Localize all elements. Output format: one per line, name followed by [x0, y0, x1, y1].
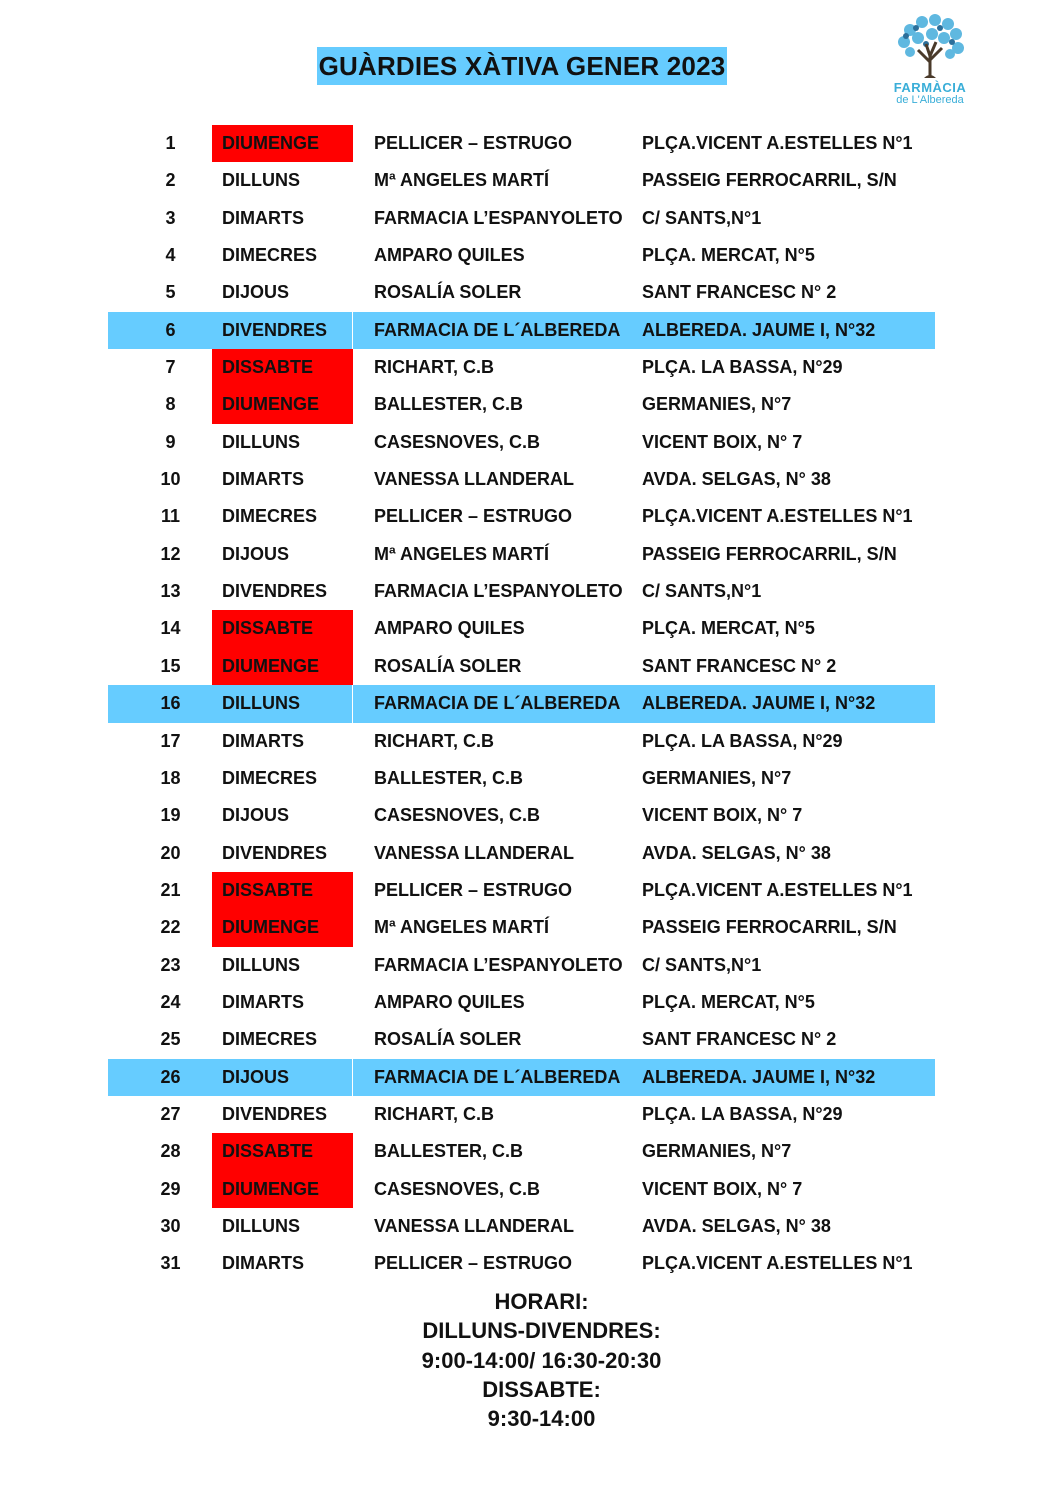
- pharmacy-address: VICENT BOIX, N° 7: [642, 1178, 803, 1199]
- weekday: DILLUNS: [222, 431, 300, 452]
- pharmacy-address: AVDA. SELGAS, N° 38: [642, 842, 831, 863]
- pharmacy-address: PLÇA.VICENT A.ESTELLES N°1: [642, 879, 913, 900]
- pharmacy-address: SANT FRANCESC N° 2: [642, 282, 837, 303]
- pharmacy-name: RICHART, C.B: [374, 1103, 494, 1124]
- day-number: 17: [160, 730, 181, 751]
- pharmacy-name: ROSALÍA SOLER: [374, 655, 522, 676]
- pharmacy-name: FARMACIA L’ESPANYOLETO: [374, 581, 623, 602]
- table-row: [108, 312, 935, 349]
- pharmacy-name: ROSALÍA SOLER: [374, 282, 522, 303]
- pharmacy-address: PLÇA. MERCAT, N°5: [642, 991, 815, 1012]
- weekday: DIUMENGE: [212, 125, 353, 162]
- table-row: [108, 200, 935, 237]
- table-row: [108, 1171, 935, 1208]
- pharmacy-address: VICENT BOIX, N° 7: [642, 805, 803, 826]
- day-number: 22: [160, 917, 181, 938]
- table-row: [108, 685, 935, 722]
- weekday: DIMECRES: [222, 1029, 318, 1050]
- weekday: DIMECRES: [222, 245, 318, 266]
- weekday: DIMARTS: [222, 991, 304, 1012]
- page-title: GUÀRDIES XÀTIVA GENER 2023: [317, 47, 727, 85]
- weekday: DIVENDRES: [222, 842, 328, 863]
- pharmacy-name: FARMACIA L’ESPANYOLETO: [374, 207, 623, 228]
- day-number: 4: [165, 245, 176, 266]
- day-number: 30: [160, 1215, 181, 1236]
- weekdays-label: DILLUNS-DIVENDRES:: [422, 1318, 661, 1344]
- table-row: [108, 573, 935, 610]
- day-number: 23: [160, 954, 181, 975]
- pharmacy-address: PASSEIG FERROCARRIL, S/N: [642, 170, 897, 191]
- pharmacy-name: BALLESTER, C.B: [374, 1141, 524, 1162]
- weekday: DIMARTS: [222, 207, 304, 228]
- day-number: 13: [160, 581, 181, 602]
- table-row: [108, 424, 935, 461]
- table-row: [108, 835, 935, 872]
- table-row: [108, 162, 935, 199]
- pharmacy-address: PLÇA. LA BASSA, N°29: [642, 730, 843, 751]
- hours-heading: HORARI:: [494, 1289, 589, 1314]
- pharmacy-name: PELLICER – ESTRUGO: [374, 133, 573, 153]
- pharmacy-name: FARMACIA DE L´ALBEREDA: [374, 1066, 621, 1087]
- pharmacy-address: PASSEIG FERROCARRIL, S/N: [642, 543, 897, 564]
- weekday: DIUMENGE: [212, 386, 353, 423]
- pharmacy-address: ALBEREDA. JAUME I, N°32: [642, 1066, 876, 1087]
- pharmacy-name: RICHART, C.B: [374, 730, 494, 751]
- weekday: DIMECRES: [222, 767, 318, 788]
- pharmacy-address: C/ SANTS,N°1: [642, 207, 762, 228]
- day-number: 7: [165, 357, 176, 378]
- saturday-hours: 9:30-14:00: [487, 1406, 596, 1432]
- day-number: 21: [160, 879, 181, 900]
- weekday: DISSABTE: [212, 1133, 353, 1170]
- day-number: 1: [165, 133, 176, 153]
- pharmacy-name: PELLICER – ESTRUGO: [374, 1253, 573, 1274]
- weekdays-hours: 9:00-14:00/ 16:30-20:30: [421, 1347, 662, 1373]
- table-row: [108, 648, 935, 685]
- day-number: 26: [160, 1066, 181, 1087]
- day-number: 19: [160, 805, 181, 826]
- pharmacy-address: PLÇA. MERCAT, N°5: [642, 245, 815, 266]
- day-number: 16: [160, 693, 181, 714]
- day-number: 6: [165, 319, 176, 340]
- day-number: 2: [165, 170, 176, 191]
- opening-hours: [0, 1287, 1060, 1433]
- pharmacy-address: SANT FRANCESC N° 2: [642, 1029, 837, 1050]
- weekday: DIUMENGE: [212, 909, 353, 946]
- weekday: DIJOUS: [222, 282, 290, 303]
- pharmacy-name: ROSALÍA SOLER: [374, 1029, 522, 1050]
- table-row: [108, 797, 935, 834]
- pharmacy-address: AVDA. SELGAS, N° 38: [642, 469, 831, 490]
- table-row: [108, 1021, 935, 1058]
- pharmacy-name: CASESNOVES, C.B: [374, 431, 541, 452]
- weekday: DIMARTS: [222, 730, 304, 751]
- day-number: 18: [160, 767, 181, 788]
- weekday: DIJOUS: [222, 805, 290, 826]
- saturday-label: DISSABTE:: [482, 1376, 601, 1402]
- day-number: 3: [165, 207, 176, 228]
- pharmacy-name: CASESNOVES, C.B: [374, 1178, 541, 1199]
- pharmacy-address: GERMANIES, N°7: [642, 767, 792, 788]
- pharmacy-address: C/ SANTS,N°1: [642, 954, 762, 975]
- table-row: [108, 872, 935, 909]
- day-number: 10: [160, 469, 181, 490]
- schedule-table: [108, 125, 935, 1283]
- weekday: DIUMENGE: [212, 1171, 353, 1208]
- weekday: DIJOUS: [212, 1059, 353, 1096]
- day-number: 29: [160, 1178, 181, 1199]
- weekday: DISSABTE: [212, 349, 353, 386]
- pharmacy-address: VICENT BOIX, N° 7: [642, 431, 803, 452]
- weekday: DIVENDRES: [222, 581, 328, 602]
- day-number: 14: [160, 618, 181, 639]
- table-row: [108, 386, 935, 423]
- table-row: [108, 723, 935, 760]
- day-number: 15: [160, 655, 181, 676]
- weekday: DIMARTS: [222, 469, 304, 490]
- weekday: DIUMENGE: [212, 648, 353, 685]
- weekday: DIMARTS: [222, 1253, 304, 1274]
- pharmacy-address: PLÇA.VICENT A.ESTELLES N°1: [642, 133, 913, 153]
- pharmacy-name: VANESSA LLANDERAL: [374, 1215, 575, 1236]
- day-number: 8: [165, 394, 176, 415]
- logo-subtitle: de L'Albereda: [896, 94, 964, 106]
- pharmacy-name: FARMACIA L’ESPANYOLETO: [374, 954, 623, 975]
- table-row: [108, 1096, 935, 1133]
- pharmacy-address: ALBEREDA. JAUME I, N°32: [642, 319, 876, 340]
- pharmacy-name: Mª ANGELES MARTÍ: [374, 170, 549, 191]
- table-row: [108, 1133, 935, 1170]
- table-row: [108, 909, 935, 946]
- weekday: DIVENDRES: [222, 1103, 328, 1124]
- pharmacy-address: PLÇA. MERCAT, N°5: [642, 618, 815, 639]
- table-row: [108, 125, 935, 162]
- table-row: [108, 610, 935, 647]
- pharmacy-name: AMPARO QUILES: [374, 618, 525, 639]
- pharmacy-address: AVDA. SELGAS, N° 38: [642, 1215, 831, 1236]
- table-row: [108, 1245, 935, 1282]
- day-number: 25: [160, 1029, 181, 1050]
- pharmacy-address: PLÇA. LA BASSA, N°29: [642, 1103, 843, 1124]
- pharmacy-name: AMPARO QUILES: [374, 245, 525, 266]
- day-number: 31: [160, 1253, 181, 1274]
- pharmacy-address: ALBEREDA. JAUME I, N°32: [642, 693, 876, 714]
- pharmacy-name: BALLESTER, C.B: [374, 394, 524, 415]
- weekday: DILLUNS: [222, 1215, 300, 1236]
- pharmacy-address: PLÇA. LA BASSA, N°29: [642, 357, 843, 378]
- pharmacy-name: VANESSA LLANDERAL: [374, 469, 575, 490]
- table-row: [108, 461, 935, 498]
- weekday: DIVENDRES: [212, 312, 353, 349]
- pharmacy-name: FARMACIA DE L´ALBEREDA: [374, 693, 621, 714]
- table-row: [108, 760, 935, 797]
- pharmacy-address: C/ SANTS,N°1: [642, 581, 762, 602]
- pharmacy-address: SANT FRANCESC N° 2: [642, 655, 837, 676]
- pharmacy-name: AMPARO QUILES: [374, 991, 525, 1012]
- day-number: 20: [160, 842, 181, 863]
- pharmacy-name: CASESNOVES, C.B: [374, 805, 541, 826]
- pharmacy-address: GERMANIES, N°7: [642, 394, 792, 415]
- day-number: 24: [160, 991, 181, 1012]
- pharmacy-address: PLÇA.VICENT A.ESTELLES N°1: [642, 1253, 913, 1274]
- table-row: [108, 536, 935, 573]
- pharmacy-name: Mª ANGELES MARTÍ: [374, 543, 549, 564]
- day-number: 11: [160, 506, 181, 527]
- table-row: [108, 947, 935, 984]
- weekday: DISSABTE: [212, 610, 353, 647]
- table-row: [108, 498, 935, 535]
- pharmacy-name: PELLICER – ESTRUGO: [374, 879, 573, 900]
- weekday: DILLUNS: [222, 170, 300, 191]
- table-row: [108, 274, 935, 311]
- pharmacy-name: VANESSA LLANDERAL: [374, 842, 575, 863]
- day-number: 5: [165, 282, 176, 303]
- pharmacy-name: RICHART, C.B: [374, 357, 494, 378]
- pharmacy-name: BALLESTER, C.B: [374, 767, 524, 788]
- table-row: [108, 349, 935, 386]
- table-row: [108, 984, 935, 1021]
- weekday: DIMECRES: [222, 506, 318, 527]
- pharmacy-name: FARMACIA DE L´ALBEREDA: [374, 319, 621, 340]
- table-row: [108, 1208, 935, 1245]
- day-number: 27: [160, 1103, 181, 1124]
- table-row: [108, 1059, 935, 1096]
- table-row: [108, 237, 935, 274]
- logo-title: FARMÀCIA: [893, 80, 967, 95]
- day-number: 28: [160, 1141, 181, 1162]
- pharmacy-address: GERMANIES, N°7: [642, 1141, 792, 1162]
- pharmacy-name: PELLICER – ESTRUGO: [374, 506, 573, 527]
- weekday: DILLUNS: [222, 954, 300, 975]
- weekday: DISSABTE: [212, 872, 353, 909]
- day-number: 9: [165, 431, 176, 452]
- pharmacy-address: PLÇA.VICENT A.ESTELLES N°1: [642, 506, 913, 527]
- day-number: 12: [160, 543, 181, 564]
- pharmacy-address: PASSEIG FERROCARRIL, S/N: [642, 917, 897, 938]
- weekday: DILLUNS: [212, 685, 353, 722]
- weekday: DIJOUS: [222, 543, 290, 564]
- pharmacy-name: Mª ANGELES MARTÍ: [374, 917, 549, 938]
